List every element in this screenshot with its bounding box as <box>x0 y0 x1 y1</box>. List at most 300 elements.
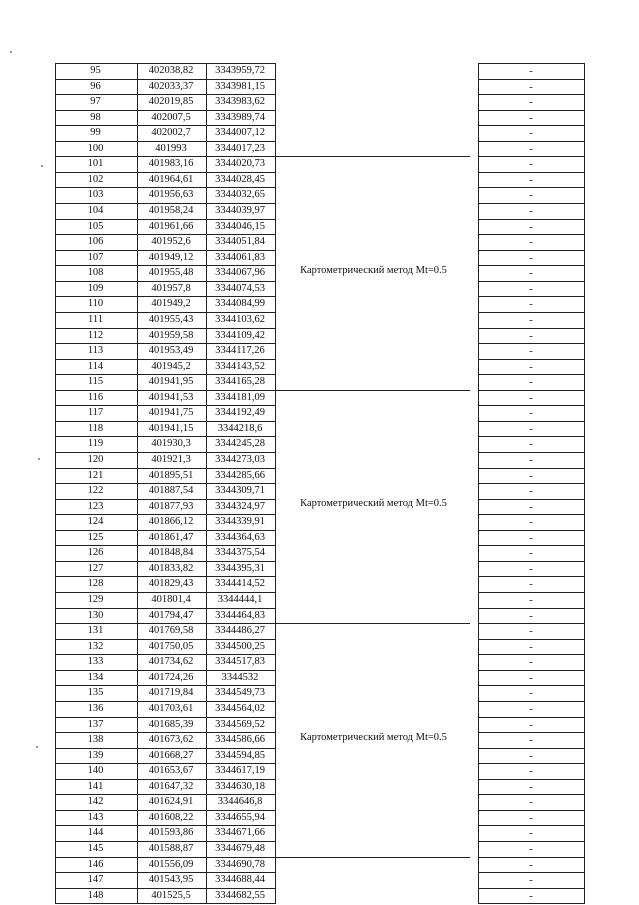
coord-y: 3344500,25 <box>215 640 265 652</box>
row-line <box>55 468 275 469</box>
row-line <box>478 576 584 577</box>
row-line <box>478 748 584 749</box>
point-number: 98 <box>90 111 101 123</box>
coord-x: 401941,95 <box>148 376 194 388</box>
coord-y: 3344517,83 <box>215 656 265 668</box>
row-line <box>478 592 584 593</box>
row-line <box>55 296 275 297</box>
coord-x: 401861,47 <box>148 531 194 543</box>
row-line <box>55 530 275 531</box>
coord-x: 402002,7 <box>151 127 191 139</box>
table-row <box>55 343 275 358</box>
row-line <box>55 779 275 780</box>
col-line <box>275 63 276 904</box>
coord-y: 3344245,28 <box>215 438 265 450</box>
point-number: 112 <box>87 329 104 341</box>
table-row <box>55 763 275 778</box>
row-line <box>478 374 584 375</box>
point-number: 111 <box>88 313 103 325</box>
row-line <box>55 685 275 686</box>
row-line <box>478 156 584 157</box>
row-line <box>478 685 584 686</box>
row-line <box>478 888 584 889</box>
dash-value: - <box>529 329 533 342</box>
dash-value: - <box>529 625 533 638</box>
point-number: 123 <box>87 500 104 512</box>
coord-x: 401673,62 <box>148 734 194 746</box>
table-row <box>55 436 275 451</box>
coord-y: 3344165,28 <box>215 376 265 388</box>
row-line <box>478 732 584 733</box>
row-line <box>55 141 275 142</box>
row-line <box>55 825 275 826</box>
dash-value: - <box>529 609 533 622</box>
point-number: 95 <box>90 65 101 76</box>
coord-y: 3344051,84 <box>215 236 265 248</box>
table-row <box>55 203 275 218</box>
table-row <box>55 779 275 794</box>
table-row <box>55 265 275 280</box>
row-line <box>478 623 584 624</box>
point-number: 135 <box>87 687 104 699</box>
row-line <box>478 390 584 391</box>
point-number: 106 <box>87 236 104 248</box>
table-row <box>55 390 275 405</box>
coord-y: 3344690,78 <box>215 858 265 870</box>
coord-x: 401724,26 <box>148 671 194 683</box>
dash-value: - <box>529 516 533 529</box>
point-number: 129 <box>87 594 104 606</box>
coord-y: 3344032,65 <box>215 189 265 201</box>
point-number: 137 <box>87 718 104 730</box>
row-line <box>478 452 584 453</box>
coord-y: 3344109,42 <box>215 329 265 341</box>
row-line <box>478 436 584 437</box>
coord-x: 401993 <box>155 142 187 154</box>
dash-value: - <box>529 127 533 140</box>
point-number: 120 <box>87 454 104 465</box>
row-line <box>478 825 584 826</box>
point-number: 110 <box>87 298 104 310</box>
coord-y: 3344074,53 <box>215 282 265 294</box>
table-row <box>55 296 275 311</box>
dash-value: - <box>529 345 533 358</box>
row-line <box>55 79 275 80</box>
dash-value: - <box>529 687 533 700</box>
row-line <box>478 857 584 858</box>
coord-x: 401543,95 <box>148 874 194 886</box>
row-line <box>55 187 275 188</box>
point-number: 125 <box>87 531 104 543</box>
point-number: 146 <box>87 858 104 870</box>
point-number: 119 <box>87 438 104 450</box>
table-row <box>55 156 275 171</box>
coord-y: 3344646,8 <box>217 796 263 808</box>
scan-speck <box>36 746 38 748</box>
coord-x: 401525,5 <box>151 889 191 901</box>
row-line <box>478 670 584 671</box>
row-line <box>478 841 584 842</box>
point-number: 117 <box>87 407 104 419</box>
coord-x: 401941,15 <box>148 422 194 434</box>
point-number: 131 <box>87 625 104 637</box>
row-line <box>478 794 584 795</box>
table-row <box>55 281 275 296</box>
coord-y: 3344569,52 <box>215 718 265 730</box>
row-line <box>55 857 470 858</box>
row-line <box>478 468 584 469</box>
row-line <box>478 421 584 422</box>
row-line <box>478 125 584 126</box>
row-line <box>478 561 584 562</box>
table-row <box>55 514 275 529</box>
coord-y: 3344486,27 <box>215 625 265 637</box>
point-number: 130 <box>87 609 104 621</box>
coord-y: 3344549,73 <box>215 687 265 699</box>
table-row <box>55 530 275 545</box>
table-row <box>55 63 275 78</box>
point-number: 148 <box>87 889 104 901</box>
row-line <box>478 545 584 546</box>
row-line <box>55 343 275 344</box>
row-line <box>55 421 275 422</box>
table-row <box>55 452 275 467</box>
coord-x: 401647,32 <box>148 780 194 792</box>
dash-value: - <box>529 749 533 762</box>
coord-y: 3344679,48 <box>215 843 265 854</box>
row-line <box>55 110 275 111</box>
col-line <box>55 63 56 904</box>
point-number: 144 <box>87 827 104 839</box>
row-line <box>55 623 470 624</box>
method-label: Картометрический метод Mt=0.5 <box>300 265 447 277</box>
table-row <box>55 748 275 763</box>
coord-x: 402033,37 <box>148 80 194 92</box>
table-row <box>55 717 275 732</box>
row-line <box>55 436 275 437</box>
point-number: 124 <box>87 516 104 528</box>
dash-value: - <box>529 531 533 544</box>
table-row <box>55 545 275 560</box>
table-row <box>55 608 275 623</box>
coord-x: 401593,86 <box>148 827 194 839</box>
row-line <box>55 748 275 749</box>
coord-y: 3344564,02 <box>215 702 265 714</box>
point-number: 139 <box>87 749 104 761</box>
coord-x: 401624,91 <box>148 796 194 808</box>
row-line <box>55 576 275 577</box>
dash-value: - <box>529 298 533 311</box>
table-row <box>55 825 275 840</box>
point-number: 99 <box>90 127 101 139</box>
row-line <box>55 717 275 718</box>
coord-x: 401983,16 <box>148 158 194 170</box>
point-number: 108 <box>87 267 104 279</box>
row-line <box>478 779 584 780</box>
point-number: 133 <box>87 656 104 668</box>
col-line <box>584 63 585 904</box>
coord-y: 3344017,23 <box>215 142 265 154</box>
dash-value: - <box>529 671 533 684</box>
coord-y: 3344020,73 <box>215 158 265 170</box>
coord-x: 401921,3 <box>151 454 191 465</box>
coord-x: 401866,12 <box>148 516 194 528</box>
row-line <box>478 203 584 204</box>
point-number: 126 <box>87 547 104 559</box>
dash-value: - <box>529 718 533 731</box>
coord-x: 401653,67 <box>148 765 194 777</box>
dash-value: - <box>529 640 533 653</box>
coord-y: 3344688,44 <box>215 874 265 886</box>
dash-value: - <box>529 205 533 218</box>
row-line <box>55 794 275 795</box>
row-line <box>478 405 584 406</box>
coord-y: 3344285,66 <box>215 469 265 481</box>
dash-value: - <box>529 142 533 155</box>
row-line <box>478 328 584 329</box>
coord-y: 3344414,52 <box>215 578 265 590</box>
dash-value: - <box>529 827 533 840</box>
table-row <box>55 94 275 109</box>
table-row <box>55 483 275 498</box>
point-number: 114 <box>87 360 104 372</box>
row-line <box>478 639 584 640</box>
coord-x: 401941,75 <box>148 407 194 419</box>
dash-value: - <box>529 407 533 420</box>
dash-value: - <box>529 267 533 280</box>
row-line <box>478 219 584 220</box>
row-line <box>478 514 584 515</box>
coord-y: 3344007,12 <box>215 127 265 139</box>
coord-x: 401769,58 <box>148 625 194 637</box>
coord-x: 401801,4 <box>151 594 191 606</box>
table-row <box>55 623 275 638</box>
point-number: 107 <box>87 251 104 263</box>
point-number: 147 <box>87 874 104 886</box>
coord-y: 3344395,31 <box>215 562 265 574</box>
row-line <box>55 608 275 609</box>
row-line <box>55 219 275 220</box>
coord-x: 401895,51 <box>148 469 194 481</box>
coord-y: 3344655,94 <box>215 811 265 823</box>
coord-x: 401941,53 <box>148 391 194 403</box>
method-label: Картометрический метод Mt=0.5 <box>300 731 447 743</box>
dash-value: - <box>529 251 533 264</box>
coord-y: 3343959,72 <box>215 65 265 76</box>
dash-value: - <box>529 562 533 575</box>
row-line <box>55 763 275 764</box>
table-row <box>55 810 275 825</box>
row-line <box>478 79 584 80</box>
dash-value: - <box>529 889 533 902</box>
row-line <box>478 717 584 718</box>
point-number: 105 <box>87 220 104 232</box>
col-line <box>137 63 138 904</box>
coord-x: 401949,12 <box>148 251 194 263</box>
point-number: 116 <box>87 391 104 403</box>
coord-x: 402019,85 <box>148 96 194 108</box>
dash-value: - <box>529 765 533 778</box>
coord-y: 3344324,97 <box>215 500 265 512</box>
row-line <box>55 670 275 671</box>
row-line <box>55 390 470 391</box>
row-line <box>478 110 584 111</box>
row-line <box>478 94 584 95</box>
row-line <box>478 654 584 655</box>
dash-value: - <box>529 376 533 389</box>
row-line <box>55 483 275 484</box>
point-number: 97 <box>90 96 101 108</box>
point-number: 128 <box>87 578 104 590</box>
row-line <box>55 888 275 889</box>
coord-x: 401958,24 <box>148 205 194 217</box>
coord-y: 3344309,71 <box>215 485 265 497</box>
dash-value: - <box>529 80 533 93</box>
dash-value: - <box>529 236 533 249</box>
coord-y: 3344532 <box>221 671 259 683</box>
coord-x: 401685,39 <box>148 718 194 730</box>
point-number: 100 <box>87 142 104 154</box>
col-line <box>206 63 207 904</box>
dash-value: - <box>529 485 533 498</box>
dash-value: - <box>529 391 533 404</box>
dash-value: - <box>529 656 533 669</box>
row-line <box>55 841 275 842</box>
coord-x: 401956,63 <box>148 189 194 201</box>
row-line <box>55 545 275 546</box>
row-line <box>55 359 275 360</box>
row-line <box>478 312 584 313</box>
row-line <box>55 125 275 126</box>
point-number: 118 <box>87 422 104 434</box>
row-line <box>478 608 584 609</box>
row-line <box>478 359 584 360</box>
point-number: 134 <box>87 671 104 683</box>
coord-y: 3344067,96 <box>215 267 265 279</box>
dash-value: - <box>529 422 533 435</box>
dash-value: - <box>529 173 533 186</box>
table-row <box>55 359 275 374</box>
table-row <box>55 312 275 327</box>
row-line <box>478 810 584 811</box>
row-line <box>478 172 584 173</box>
dash-value: - <box>529 438 533 451</box>
coord-x: 401668,27 <box>148 749 194 761</box>
coord-x: 401794,47 <box>148 609 194 621</box>
row-line <box>478 701 584 702</box>
coord-x: 401964,61 <box>148 173 194 185</box>
point-number: 121 <box>87 469 104 481</box>
row-line <box>478 483 584 484</box>
scan-speck <box>10 51 12 53</box>
coord-x: 401556,09 <box>148 858 194 870</box>
row-line <box>55 639 275 640</box>
row-line <box>55 701 275 702</box>
row-line <box>55 94 275 95</box>
method-label: Картометрический метод Mt=0.5 <box>300 498 447 510</box>
dash-value: - <box>529 874 533 887</box>
table-row <box>55 794 275 809</box>
point-number: 141 <box>87 780 104 792</box>
table-row <box>55 421 275 436</box>
dash-value: - <box>529 547 533 560</box>
dash-value: - <box>529 796 533 809</box>
dash-value: - <box>529 313 533 326</box>
coord-x: 401955,48 <box>148 267 194 279</box>
row-line <box>55 592 275 593</box>
dash-value: - <box>529 702 533 715</box>
col-line <box>478 63 479 904</box>
coord-y: 3344339,91 <box>215 516 265 528</box>
dash-value: - <box>529 500 533 513</box>
coord-y: 3344218,6 <box>217 422 263 434</box>
coord-y: 3344364,63 <box>215 531 265 543</box>
coord-x: 401588,87 <box>148 843 194 854</box>
row-line <box>55 265 275 266</box>
row-line <box>55 250 275 251</box>
coord-y: 3344143,52 <box>215 360 265 372</box>
point-number: 122 <box>87 485 104 497</box>
coord-y: 3344630,18 <box>215 780 265 792</box>
row-line <box>478 530 584 531</box>
point-number: 104 <box>87 205 104 217</box>
point-number: 136 <box>87 702 104 714</box>
dash-value: - <box>529 158 533 171</box>
coord-y: 3344671,66 <box>215 827 265 839</box>
table-row <box>55 172 275 187</box>
coord-y: 3344464,83 <box>215 609 265 621</box>
row-line <box>478 296 584 297</box>
table-row <box>55 141 275 156</box>
table-row <box>55 685 275 700</box>
dash-value: - <box>529 780 533 793</box>
row-line <box>55 203 275 204</box>
table-row <box>55 125 275 140</box>
row-line <box>55 374 275 375</box>
coord-y: 3344586,66 <box>215 734 265 746</box>
table-row <box>55 639 275 654</box>
coord-y: 3344117,26 <box>215 345 265 357</box>
coord-y: 3344444,1 <box>217 594 263 606</box>
row-line <box>55 281 275 282</box>
scan-speck <box>38 458 40 460</box>
row-line <box>478 763 584 764</box>
dash-value: - <box>529 189 533 202</box>
row-line <box>478 141 584 142</box>
coord-y: 3344192,49 <box>215 407 265 419</box>
table-row <box>55 654 275 669</box>
dash-value: - <box>529 360 533 373</box>
point-number: 145 <box>87 843 104 854</box>
coord-x: 401877,93 <box>148 500 194 512</box>
row-line <box>55 63 275 64</box>
row-line <box>478 234 584 235</box>
coord-x: 401930,3 <box>151 438 191 450</box>
row-line <box>478 872 584 873</box>
point-number: 101 <box>87 158 104 170</box>
row-line <box>478 250 584 251</box>
dash-value: - <box>529 96 533 109</box>
coord-x: 401957,8 <box>151 282 191 294</box>
coord-x: 401955,43 <box>148 313 194 325</box>
table-row <box>55 187 275 202</box>
row-line <box>478 63 584 64</box>
row-line <box>478 187 584 188</box>
table-row <box>55 110 275 125</box>
row-line <box>478 265 584 266</box>
dash-value: - <box>529 111 533 124</box>
coord-x: 401848,84 <box>148 547 194 559</box>
